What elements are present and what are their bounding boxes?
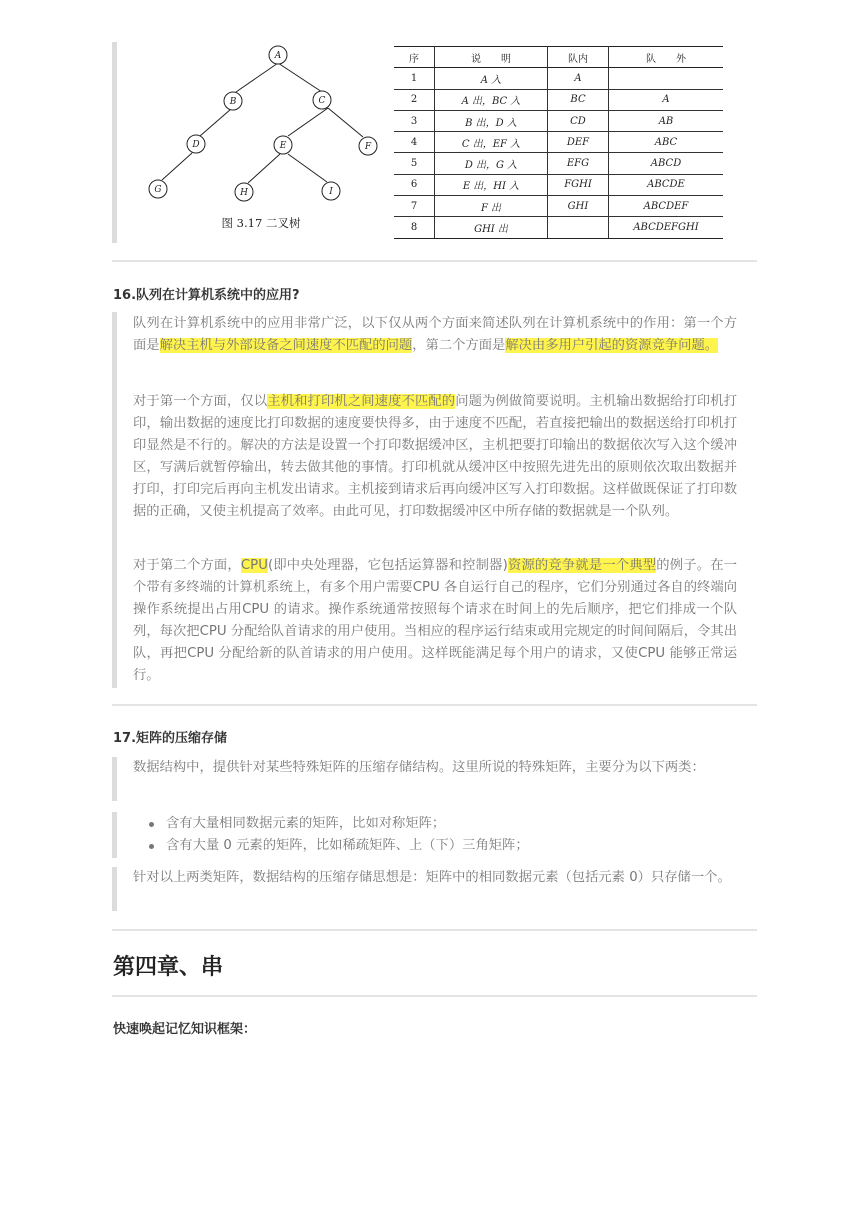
table-cell: C 出，EF 入	[435, 132, 548, 153]
table-cell: A	[609, 89, 724, 110]
tree-node	[322, 182, 340, 200]
table-cell: GHI	[548, 196, 609, 217]
svg-text:C: C	[318, 96, 326, 106]
tree-node	[359, 137, 377, 155]
table-cell: A	[548, 68, 609, 89]
table-row	[394, 174, 723, 195]
table-cell: B 出，D 入	[435, 110, 548, 131]
svg-text:G: G	[154, 185, 162, 195]
table-cell	[548, 217, 609, 238]
text-run: (即中央处理器，它包括运算器和控制器)	[267, 558, 508, 573]
col-header-out-queue: 队 外	[609, 47, 724, 68]
list-item: 含有大量 0 元素的矩阵，比如稀疏矩阵、上（下）三角矩阵；	[133, 835, 529, 857]
table-cell: DEF	[548, 132, 609, 153]
tree-node	[235, 183, 253, 201]
col-header-index: 序	[394, 47, 435, 68]
divider	[112, 260, 757, 262]
table-cell: 5	[394, 153, 435, 174]
table-cell: CD	[548, 110, 609, 131]
s17-paragraph-1: 数据结构中，提供针对某些特殊矩阵的压缩存储结构。这里所说的特殊矩阵，主要分为以下两类：	[133, 760, 705, 775]
text-run: 对于第一个方面，仅以	[133, 394, 268, 409]
table-cell: A 入	[435, 68, 548, 89]
divider	[112, 704, 757, 706]
s16-paragraph-1	[133, 313, 737, 357]
tree-node	[274, 136, 292, 154]
highlight: CPU	[240, 558, 268, 573]
table-cell: E 出，HI 入	[435, 174, 548, 195]
svg-text:A: A	[274, 51, 282, 61]
section-heading-16: 16.队列在计算机系统中的应用?	[113, 288, 300, 303]
svg-text:I: I	[329, 187, 333, 197]
table-cell	[609, 68, 724, 89]
sub-heading: 快速唤起记忆知识框架：	[113, 1022, 257, 1037]
table-cell: 2	[394, 89, 435, 110]
tree-node	[149, 180, 167, 198]
table-cell: 8	[394, 217, 435, 238]
table-row	[394, 89, 723, 110]
divider	[112, 929, 757, 931]
list-item: 含有大量相同数据元素的矩阵，比如对称矩阵；	[133, 813, 529, 835]
col-header-desc: 说 明	[435, 47, 548, 68]
highlight: 主机和打印机之间速度不匹配的	[267, 394, 456, 409]
highlight: 解决主机与外部设备之间速度不匹配的问题	[159, 338, 413, 353]
table-cell: EFG	[548, 153, 609, 174]
svg-text:E: E	[279, 141, 287, 151]
table-cell: ABC	[609, 132, 724, 153]
chapter-title: 第四章、串	[113, 955, 224, 980]
highlight: 解决由多用户引起的资源竞争问题	[505, 338, 705, 353]
text-run: 问题为例做简要说明。主机输出数据给打印机打印，输出数据的速度比打印数据的速度要快得多，由于速度不匹配，若直接把输出的数据送给打印机打印显然是不行的。解决的方法是设置一个打印数据缓冲区，主机把要打印输出的数据依次写入这个缓冲区，写满后就暂停输出，转去做其他的事情。打印机就从缓冲区中按照先进先出的原则依次取出数据并打印，打印完后再向主机发出请求。主机接到请求后再向缓冲区写入打印数据。这样做既保证了打印数据的正确，又使主机提高了效率。由此可见，打印数据缓冲区中所存储的数据就是一个队列。	[133, 394, 738, 519]
table-row	[394, 68, 723, 89]
queue-trace-table	[394, 46, 723, 239]
table-row	[394, 132, 723, 153]
tree-node	[224, 92, 242, 110]
svg-text:H: H	[240, 188, 248, 198]
section-heading-17: 17.矩阵的压缩存储	[113, 731, 228, 746]
text-run: ，第二个方面是	[412, 338, 506, 353]
table-cell: 4	[394, 132, 435, 153]
svg-text:F: F	[364, 142, 372, 152]
text-run: 对于第二个方面，	[133, 558, 241, 573]
divider	[112, 995, 757, 997]
tree-node	[187, 135, 205, 153]
table-cell: GHI 出	[435, 217, 548, 238]
table-cell: A 出，BC 入	[435, 89, 548, 110]
text-run: 。	[704, 338, 719, 353]
text-run: 队列在计算机系统中的应用非常广泛，以下仅从两个方面来简述队列在计算机系统中的作用：第一个方面是	[133, 316, 737, 353]
svg-text:D: D	[192, 140, 200, 150]
text-run: 的例子。在一个带有多终端的计算机系统上，有多个用户需要CPU 各自运行自己的程序，它们分别通过各自的终端向操作系统提出占用CPU 的请求。操作系统通常按照每个请求在时间上的先后顺序，把它们排成一个队列，每次把CPU 分配给队首请求的用户使用。当相应的程序运行结束或用完规定的时间间隔后，令其出队，再把CPU 分配给新的队首请求的用户使用。这样既能满足每个用户的请求，又使CPU 能够正常运行。	[133, 558, 738, 683]
table-cell: 3	[394, 110, 435, 131]
table-row	[394, 110, 723, 131]
table-cell: F 出	[435, 196, 548, 217]
highlight: 资源的竞争就是一个典型	[507, 558, 657, 573]
col-header-in-queue: 队内	[548, 47, 609, 68]
table-row	[394, 153, 723, 174]
table-cell: AB	[609, 110, 724, 131]
table-cell: ABCDEF	[609, 196, 724, 217]
table-cell: ABCDEFGHI	[609, 217, 724, 238]
table-cell: D 出，G 入	[435, 153, 548, 174]
table-cell: 1	[394, 68, 435, 89]
s16-paragraph-3	[133, 555, 737, 687]
table-header-row	[394, 47, 723, 68]
s16-paragraph-2	[133, 391, 737, 523]
table-cell: FGHI	[548, 174, 609, 195]
figure-caption: 图 3.17 二叉树	[221, 216, 301, 230]
table-row	[394, 217, 723, 238]
table-cell: 6	[394, 174, 435, 195]
table-cell: ABCDE	[609, 174, 724, 195]
table-cell: BC	[548, 89, 609, 110]
s17-paragraph-2: 针对以上两类矩阵，数据结构的压缩存储思想是：矩阵中的相同数据元素（包括元素 0）只存储一个。	[133, 870, 731, 885]
table-row	[394, 196, 723, 217]
table-cell: 7	[394, 196, 435, 217]
binary-tree-figure	[140, 40, 380, 240]
bullet-list	[133, 813, 529, 857]
table-cell: ABCD	[609, 153, 724, 174]
svg-text:B: B	[229, 97, 237, 107]
tree-node	[313, 91, 331, 109]
tree-node	[269, 46, 287, 64]
